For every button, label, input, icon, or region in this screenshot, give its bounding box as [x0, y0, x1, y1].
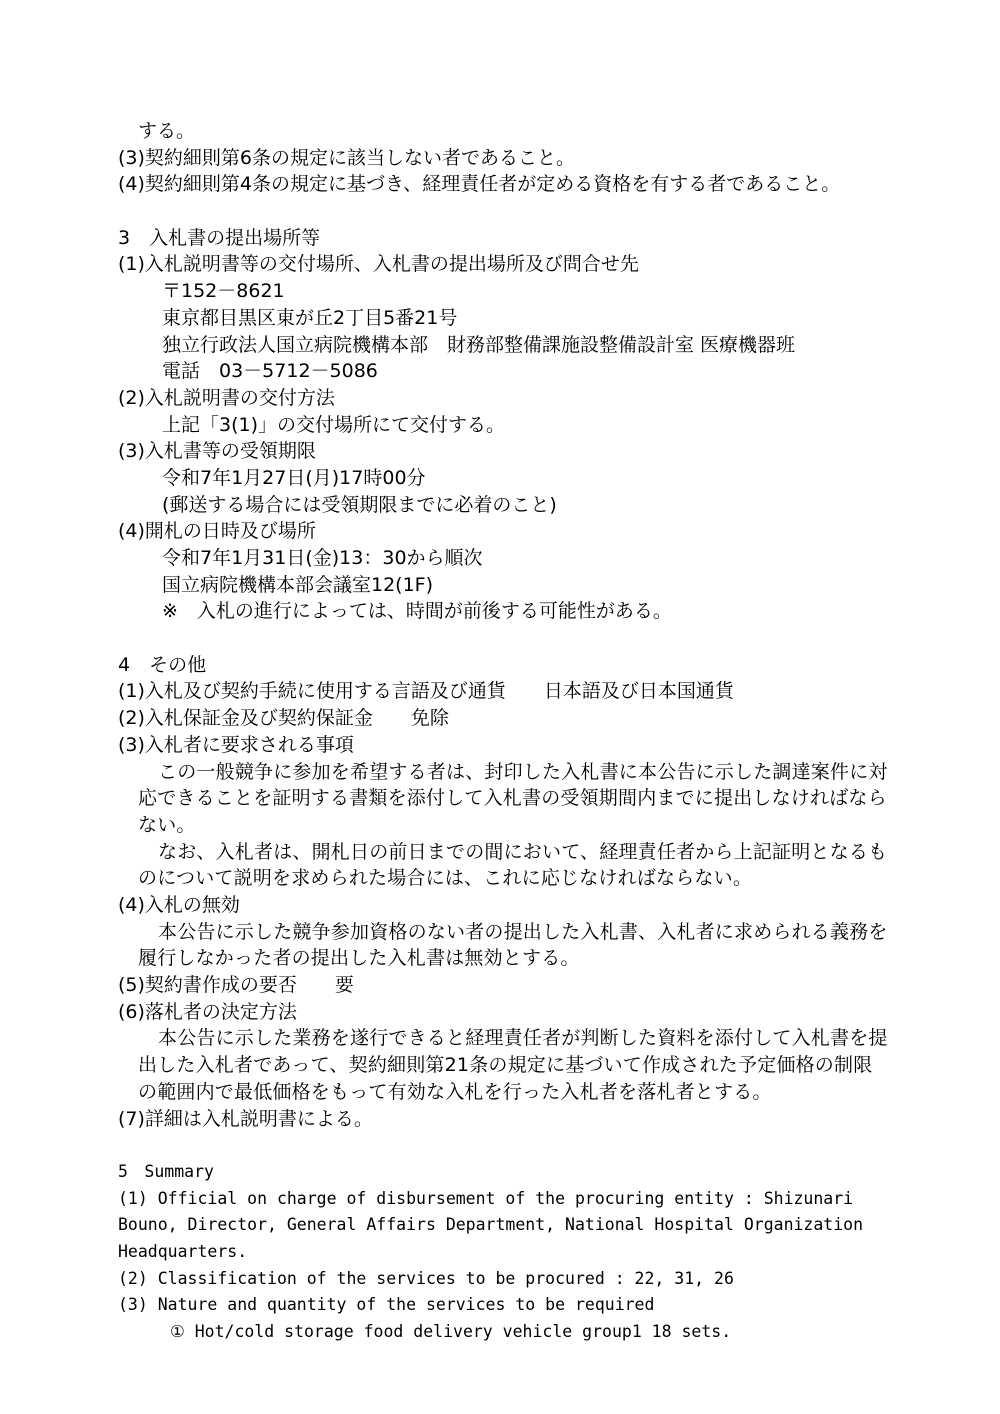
list-item: (3)入札者に要求される事項: [118, 733, 354, 756]
section-heading: 3 入札書の提出場所等: [118, 226, 321, 249]
list-item: (3)契約細則第6条の規定に該当しない者であること。: [118, 146, 576, 169]
list-item: (1)入札及び契約手続に使用する言語及び通貨 日本語及び日本国通貨: [118, 680, 734, 703]
list-item: (3)入札書等の受領期限: [118, 440, 316, 463]
paragraph: 本公告に示した競争参加資格のない者の提出した入札書、入札者に求められる義務を履行しなかった者の提出した入札書は無効とする。: [138, 920, 888, 970]
list-item: (2)入札説明書の交付方法: [118, 386, 335, 409]
section-heading: 4 その他: [118, 653, 207, 676]
list-item: (4)開札の日時及び場所: [118, 520, 316, 543]
list-item: (7)詳細は入札説明書による。: [118, 1107, 373, 1130]
paragraph: 本公告に示した業務を遂行できると経理責任者が判断した資料を添付して入札書を提出した入札者であって、契約細則第21条の規定に基づいて作成された予定価格の制限の範囲内で最低価格をもって有効な入札を行った入札者を落札者とする。: [138, 1027, 888, 1103]
list-item: (3) Nature and quantity of the services to be required: [118, 1295, 655, 1315]
text-line: する。: [138, 120, 196, 142]
list-item: (6)落札者の決定方法: [118, 1000, 297, 1023]
spacer: [118, 1132, 888, 1159]
opening-date: 令和7年1月31日(金)13：30から順次: [162, 547, 483, 569]
deadline-date: 令和7年1月27日(月)17時00分: [162, 466, 426, 489]
phone-line: 電話 03－5712－5086: [162, 360, 378, 383]
list-item: (1) Official on charge of disbursement of the procuring entity : Shizunari Bouno, Director, General Affairs Department, National Hospital Organization Headquarters.: [118, 1188, 864, 1262]
list-item: (1)入札説明書等の交付場所、入札書の提出場所及び問合せ先: [118, 253, 639, 276]
postal-code: 〒152－8621: [162, 280, 285, 303]
spacer: [118, 198, 888, 225]
address-line: 東京都目黒区東が丘2丁目5番21号: [162, 306, 458, 329]
list-item: (4)契約細則第4条の規定に基づき、経理責任者が定める資格を有する者であること。: [118, 173, 841, 196]
opening-place: 国立病院機構本部会議室12(1F): [162, 573, 434, 596]
section-heading: 5 Summary: [118, 1161, 214, 1181]
text-line: 上記「3(1)」の交付場所にて交付する。: [162, 413, 506, 436]
list-item: (2) Classification of the services to be procured : 22, 31, 26: [118, 1268, 734, 1288]
list-item: (2)入札保証金及び契約保証金 免除: [118, 707, 449, 730]
spacer: [118, 625, 888, 652]
list-item: (4)入札の無効: [118, 894, 240, 917]
paragraph: なお、入札者は、開札日の前日までの間において、経理責任者から上記証明となるものについて説明を求められた場合には、これに応じなければならない。: [138, 840, 888, 890]
list-item: ① Hot/cold storage food delivery vehicle group1 18 sets.: [170, 1322, 732, 1342]
document-page: [118, 118, 888, 1346]
deadline-note: (郵送する場合には受領期限までに必着のこと): [162, 493, 557, 516]
organization-line: 独立行政法人国立病院機構本部 財務部整備課施設整備設計室 医療機器班: [162, 333, 796, 356]
list-item: (5)契約書作成の要否 要: [118, 974, 354, 997]
opening-note: ※ 入札の進行によっては、時間が前後する可能性がある。: [162, 600, 672, 623]
paragraph: この一般競争に参加を希望する者は、封印した入札書に本公告に示した調達案件に対応できることを証明する書類を添付して入札書の受領期間内までに提出しなければならない。: [138, 760, 888, 836]
